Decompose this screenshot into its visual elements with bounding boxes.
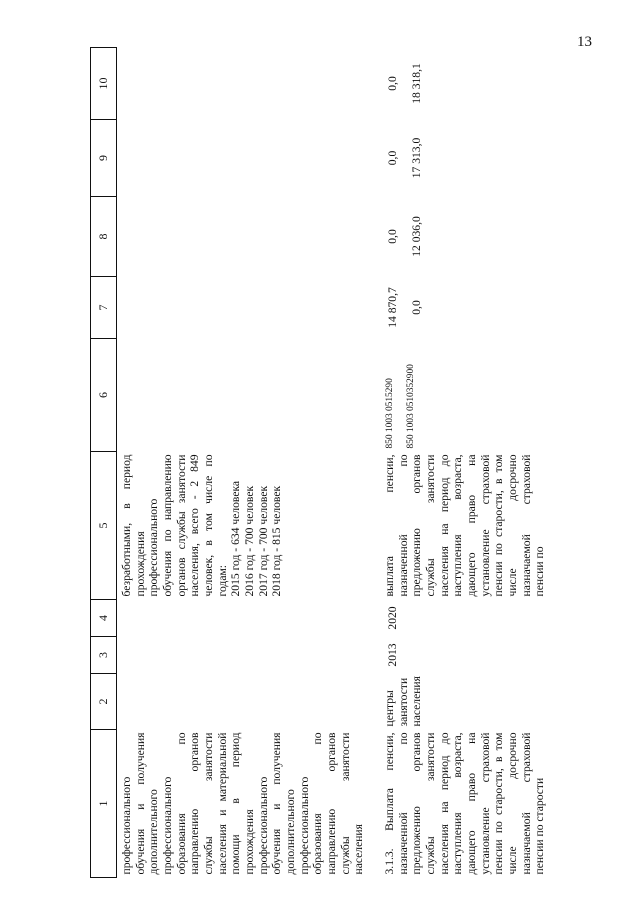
col-header-9: 9 (91, 120, 117, 197)
cell-amount-10 (380, 48, 547, 120)
col-header-6: 6 (91, 339, 117, 452)
header-row (91, 48, 117, 878)
row-gap (366, 48, 380, 878)
cell-start-year (117, 637, 367, 674)
cell-result: выплата пенсии, назначенной по предложению органов службы занятости населения на период до наступления возраста, дающего право на установление страховой пенсии по старости, в том числе досрочно назначаемой страховой пенсии по (383, 454, 547, 597)
cell-amount-8 (117, 197, 367, 277)
cell-activity: профессионального обучения и получения дополнительного профессионального образования по направлению органов службы занятости населения и материальной помощи в период прохождения профессионального обучения и получения дополнительного профессионального образования по направлению органов службы занятости населения (120, 732, 366, 875)
cell-activity: 3.1.3. Выплата пенсии, назначенной по предложению органов службы занятости населения на период до наступления возраста, дающего право на установление страховой пенсии по старости, в том числе досрочно назначаемой страховой пенсии по старости (383, 732, 547, 875)
cell-result-text: безработными, в период прохождения профессионального обучения по направлению органов службы занятости населения, всего - 2 849 человек, в том числе по годам: (120, 454, 229, 597)
cell-amount-7 (380, 277, 547, 339)
amount-line: 0,0 (386, 150, 400, 166)
amount-line: 12 036,0 (409, 216, 423, 257)
cell-amount-10 (117, 48, 367, 120)
amount-line: 0,0 (386, 76, 400, 91)
col-header-3: 3 (91, 637, 117, 674)
budget-code-line: 850 1003 0515290 (385, 378, 396, 449)
table-row (117, 48, 367, 878)
cell-executor: центры занятости населения (383, 676, 424, 727)
amount-line: 18 318,1 (409, 63, 423, 104)
amount-line: 0,0 (409, 300, 423, 315)
cell-amount-8 (380, 197, 547, 277)
year-line: 2016 год - 700 человек (243, 485, 257, 597)
col-header-7: 7 (91, 277, 117, 339)
col-header-5: 5 (91, 452, 117, 600)
year-line: 2018 год - 815 человек (270, 485, 284, 597)
table-row (380, 48, 547, 878)
budget-code-line: 850 1003 0510352900 (406, 364, 417, 449)
cell-start-year: 2013 (386, 643, 400, 667)
cell-executor (117, 674, 367, 730)
cell-amount-9 (117, 120, 367, 197)
cell-budget-code (117, 339, 367, 452)
page-number: 13 (577, 34, 592, 50)
cell-result (117, 452, 367, 600)
cell-budget-code (380, 339, 547, 452)
col-header-1: 1 (91, 730, 117, 878)
rotated-table-wrapper (90, 48, 570, 878)
cell-amount-7 (117, 277, 367, 339)
amount-line: 0,0 (386, 229, 400, 244)
program-table (90, 47, 547, 878)
cell-end-year (117, 600, 367, 637)
cell-end-year: 2020 (386, 606, 400, 630)
year-line: 2015 год - 634 человека (229, 480, 243, 597)
col-header-4: 4 (91, 600, 117, 637)
col-header-2: 2 (91, 674, 117, 730)
amount-line: 17 313,0 (409, 137, 423, 179)
amount-line: 14 870,7 (386, 287, 400, 328)
cell-amount-9 (380, 120, 547, 197)
year-line: 2017 год - 700 человек (256, 485, 270, 597)
col-header-10: 10 (91, 48, 117, 120)
col-header-8: 8 (91, 197, 117, 277)
